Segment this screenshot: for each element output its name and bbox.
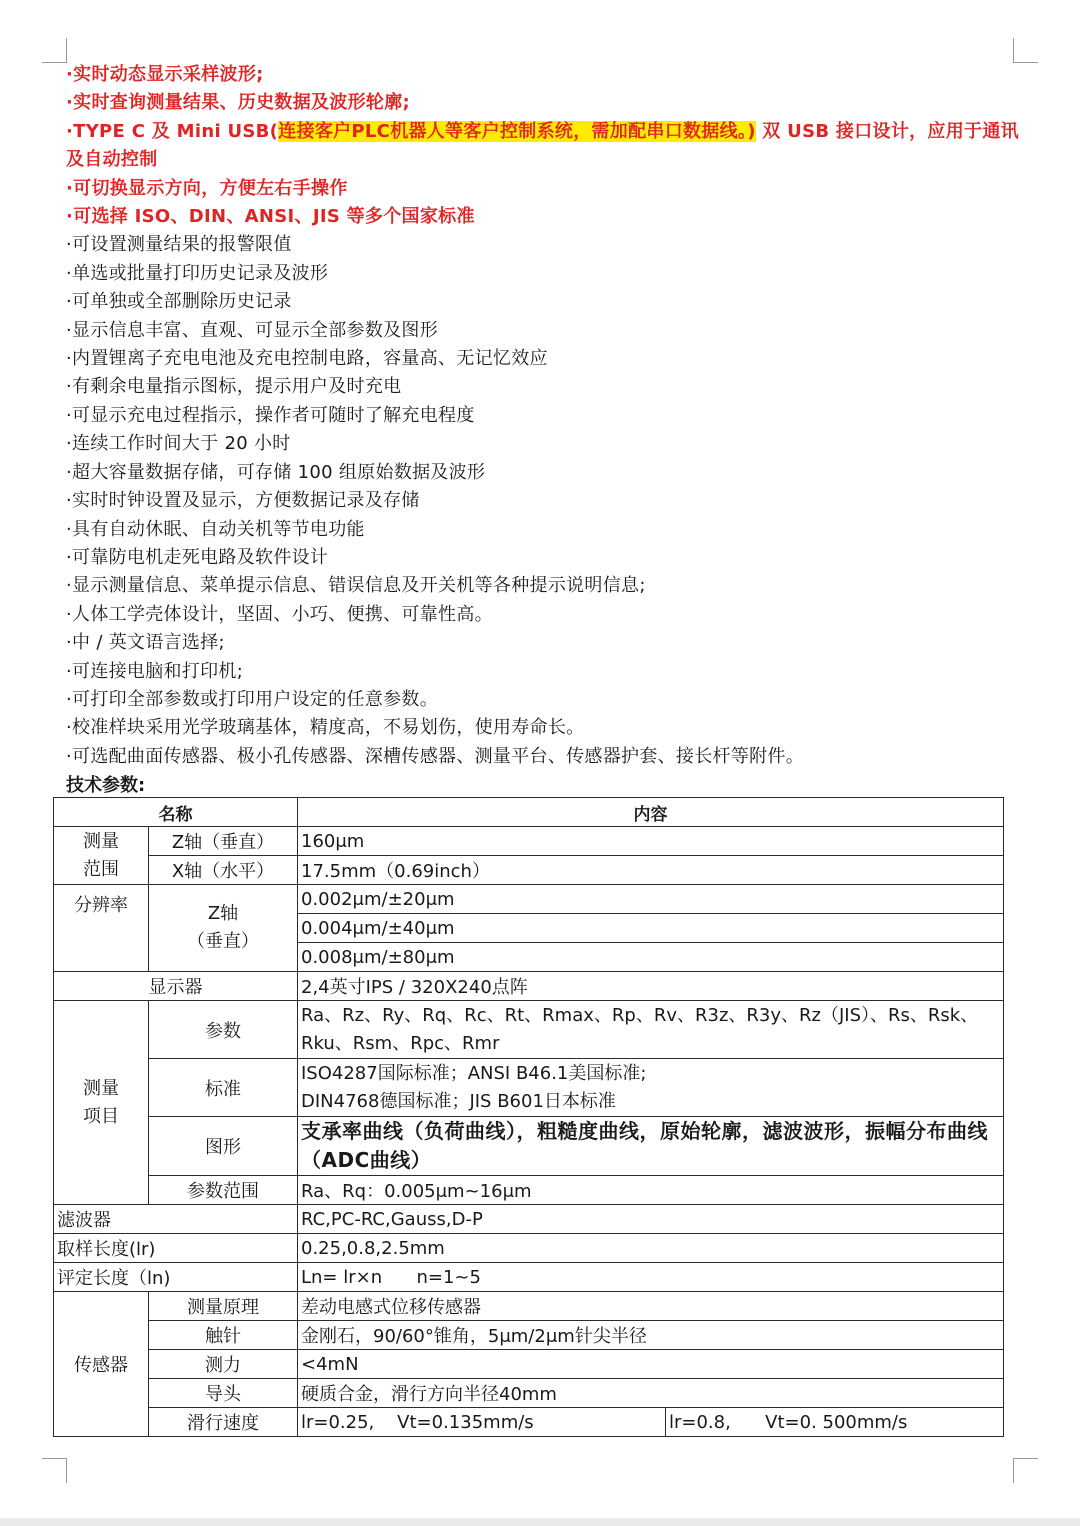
crop-mark-bottom-left — [42, 1458, 67, 1483]
force-value: <4mN — [298, 1350, 1004, 1379]
feature-usb-prefix: ·TYPE C 及 Mini USB( — [66, 120, 279, 142]
feature-list — [66, 61, 1026, 771]
resolution-value: 0.004μm/±40μm — [298, 914, 1004, 943]
params-label: 参数 — [149, 1001, 298, 1059]
spec-table — [53, 797, 1004, 1437]
items-group-label: 测量项目 — [54, 1001, 149, 1205]
table-header-row — [54, 798, 1004, 827]
standard-line-2: DIN4768德国标准；JIS B601日本标准 — [301, 1090, 616, 1112]
table-row — [54, 885, 1004, 914]
feature-item: ·中 / 英文语言选择; — [66, 632, 225, 654]
feature-item: ·单选或批量打印历史记录及波形 — [66, 262, 329, 284]
params-value: Ra、Rz、Ry、Rq、Rc、Rt、Rmax、Rp、Rv、R3z、R3y、Rz（JIS）、Rs、Rsk、Rku、Rsm、Rpc、Rmr — [298, 1001, 1004, 1059]
filter-value: RC,PC-RC,Gauss,D-P — [298, 1205, 1004, 1234]
filter-label: 滤波器 — [54, 1205, 298, 1234]
graph-label: 图形 — [149, 1117, 298, 1176]
feature-item: ·具有自动休眠、自动关机等节电功能 — [66, 518, 365, 540]
speed-value-2: lr=0.8, Vt=0. 500mm/s — [666, 1408, 1004, 1437]
header-name: 名称 — [54, 798, 298, 827]
table-row — [54, 1263, 1004, 1292]
feature-item: ·可单独或全部删除历史记录 — [66, 291, 292, 313]
feature-usb-highlight: 连接客户PLC机器人等客户控制系统，需加配串口数据线。) — [278, 120, 756, 142]
feature-usb-suffix: 双 USB 接口设计，应用于通讯及自动控制 — [66, 120, 1019, 171]
speed-label: 滑行速度 — [149, 1408, 298, 1437]
page-bottom-edge — [0, 1518, 1080, 1526]
standard-label: 标准 — [149, 1059, 298, 1117]
display-value: 2,4英寸IPS / 320X240点阵 — [298, 972, 1004, 1001]
feature-item: ·人体工学壳体设计，坚固、小巧、便携、可靠性高。 — [66, 603, 493, 625]
sensor-group-label: 传感器 — [54, 1292, 149, 1437]
range-z-label: Z轴（垂直） — [149, 827, 298, 856]
standard-value — [298, 1059, 1004, 1117]
header-content: 内容 — [298, 798, 1004, 827]
feature-item: ·可切换显示方向，方便左右手操作 — [66, 177, 348, 199]
tech-params-heading: 技术参数: — [66, 775, 146, 796]
table-row — [54, 1234, 1004, 1263]
graph-value: 支承率曲线（负荷曲线），粗糙度曲线，原始轮廓，滤波波形，振幅分布曲线（ADC曲线） — [298, 1117, 1004, 1176]
table-row — [54, 856, 1004, 885]
range-x-value: 17.5mm（0.69inch） — [298, 856, 1004, 885]
feature-item: ·可设置测量结果的报警限值 — [66, 234, 292, 256]
guide-value: 硬质合金，滑行方向半径40mm — [298, 1379, 1004, 1408]
feature-item: ·显示测量信息、菜单提示信息、错误信息及开关机等各种提示说明信息; — [66, 575, 646, 597]
guide-label: 导头 — [149, 1379, 298, 1408]
feature-item: ·可选择 ISO、DIN、ANSI、JIS 等多个国家标准 — [66, 206, 475, 228]
feature-item: ·可连接电脑和打印机; — [66, 660, 244, 682]
resolution-axis-label — [149, 885, 298, 972]
force-label: 测力 — [149, 1350, 298, 1379]
display-label: 显示器 — [54, 972, 298, 1001]
feature-item: ·实时查询测量结果、历史数据及波形轮廓; — [66, 92, 411, 114]
crop-mark-bottom-right — [1013, 1458, 1038, 1483]
table-row — [54, 1321, 1004, 1350]
table-row — [54, 1001, 1004, 1059]
feature-item: ·可选配曲面传感器、极小孔传感器、深槽传感器、测量平台、传感器护套、接长杆等附件。 — [66, 745, 805, 767]
resolution-axis-line2: （垂直） — [187, 931, 259, 952]
feature-item: ·有剩余电量指示图标，提示用户及时充电 — [66, 376, 402, 398]
feature-item: ·可靠防电机走死电路及软件设计 — [66, 546, 329, 568]
feature-item: ·内置锂离子充电电池及充电控制电路，容量高、无记忆效应 — [66, 348, 548, 370]
table-row — [54, 1176, 1004, 1205]
principle-label: 测量原理 — [149, 1292, 298, 1321]
range-z-value: 160μm — [298, 827, 1004, 856]
feature-item: ·实时时钟设置及显示，方便数据记录及存储 — [66, 490, 420, 512]
range-group-label: 测量范围 — [54, 827, 149, 885]
stylus-label: 触针 — [149, 1321, 298, 1350]
principle-value: 差动电感式位移传感器 — [298, 1292, 1004, 1321]
table-row — [54, 1408, 1004, 1437]
eval-label: 评定长度（ln) — [54, 1263, 298, 1292]
feature-item: ·实时动态显示采样波形; — [66, 64, 264, 85]
param-range-label: 参数范围 — [149, 1176, 298, 1205]
feature-item: ·校准样块采用光学玻璃基体，精度高，不易划伤，使用寿命长。 — [66, 717, 585, 739]
table-row — [54, 1059, 1004, 1117]
resolution-axis-line1: Z轴 — [207, 903, 239, 924]
crop-mark-top-left — [42, 38, 67, 63]
resolution-value: 0.008μm/±80μm — [298, 943, 1004, 972]
table-row — [54, 827, 1004, 856]
feature-item: ·可显示充电过程指示，操作者可随时了解充电程度 — [66, 404, 475, 426]
feature-item: ·连续工作时间大于 20 小时 — [66, 433, 291, 455]
resolution-value: 0.002μm/±20μm — [298, 885, 1004, 914]
standard-line-1: ISO4287国际标准；ANSI B46.1美国标准; — [301, 1062, 647, 1084]
feature-item: ·显示信息丰富、直观、可显示全部参数及图形 — [66, 319, 439, 341]
speed-value-1: lr=0.25, Vt=0.135mm/s — [298, 1408, 666, 1437]
crop-mark-top-right — [1013, 38, 1038, 63]
feature-item: ·超大容量数据存储，可存储 100 组原始数据及波形 — [66, 461, 486, 483]
feature-item-usb — [66, 118, 1026, 175]
param-range-value: Ra、Rq：0.005μm~16μm — [298, 1176, 1004, 1205]
feature-item: ·可打印全部参数或打印用户设定的任意参数。 — [66, 688, 439, 710]
table-row — [54, 1350, 1004, 1379]
table-row — [54, 1379, 1004, 1408]
sampling-value: 0.25,0.8,2.5mm — [298, 1234, 1004, 1263]
table-row — [54, 972, 1004, 1001]
range-x-label: X轴（水平） — [149, 856, 298, 885]
eval-value: Ln= lr×n n=1~5 — [298, 1263, 1004, 1292]
table-row — [54, 1292, 1004, 1321]
table-row — [54, 1205, 1004, 1234]
sampling-label: 取样长度(lr) — [54, 1234, 298, 1263]
table-row — [54, 1117, 1004, 1176]
resolution-group-label: 分辨率 — [54, 885, 149, 972]
stylus-value: 金刚石，90/60°锥角，5μm/2μm针尖半径 — [298, 1321, 1004, 1350]
